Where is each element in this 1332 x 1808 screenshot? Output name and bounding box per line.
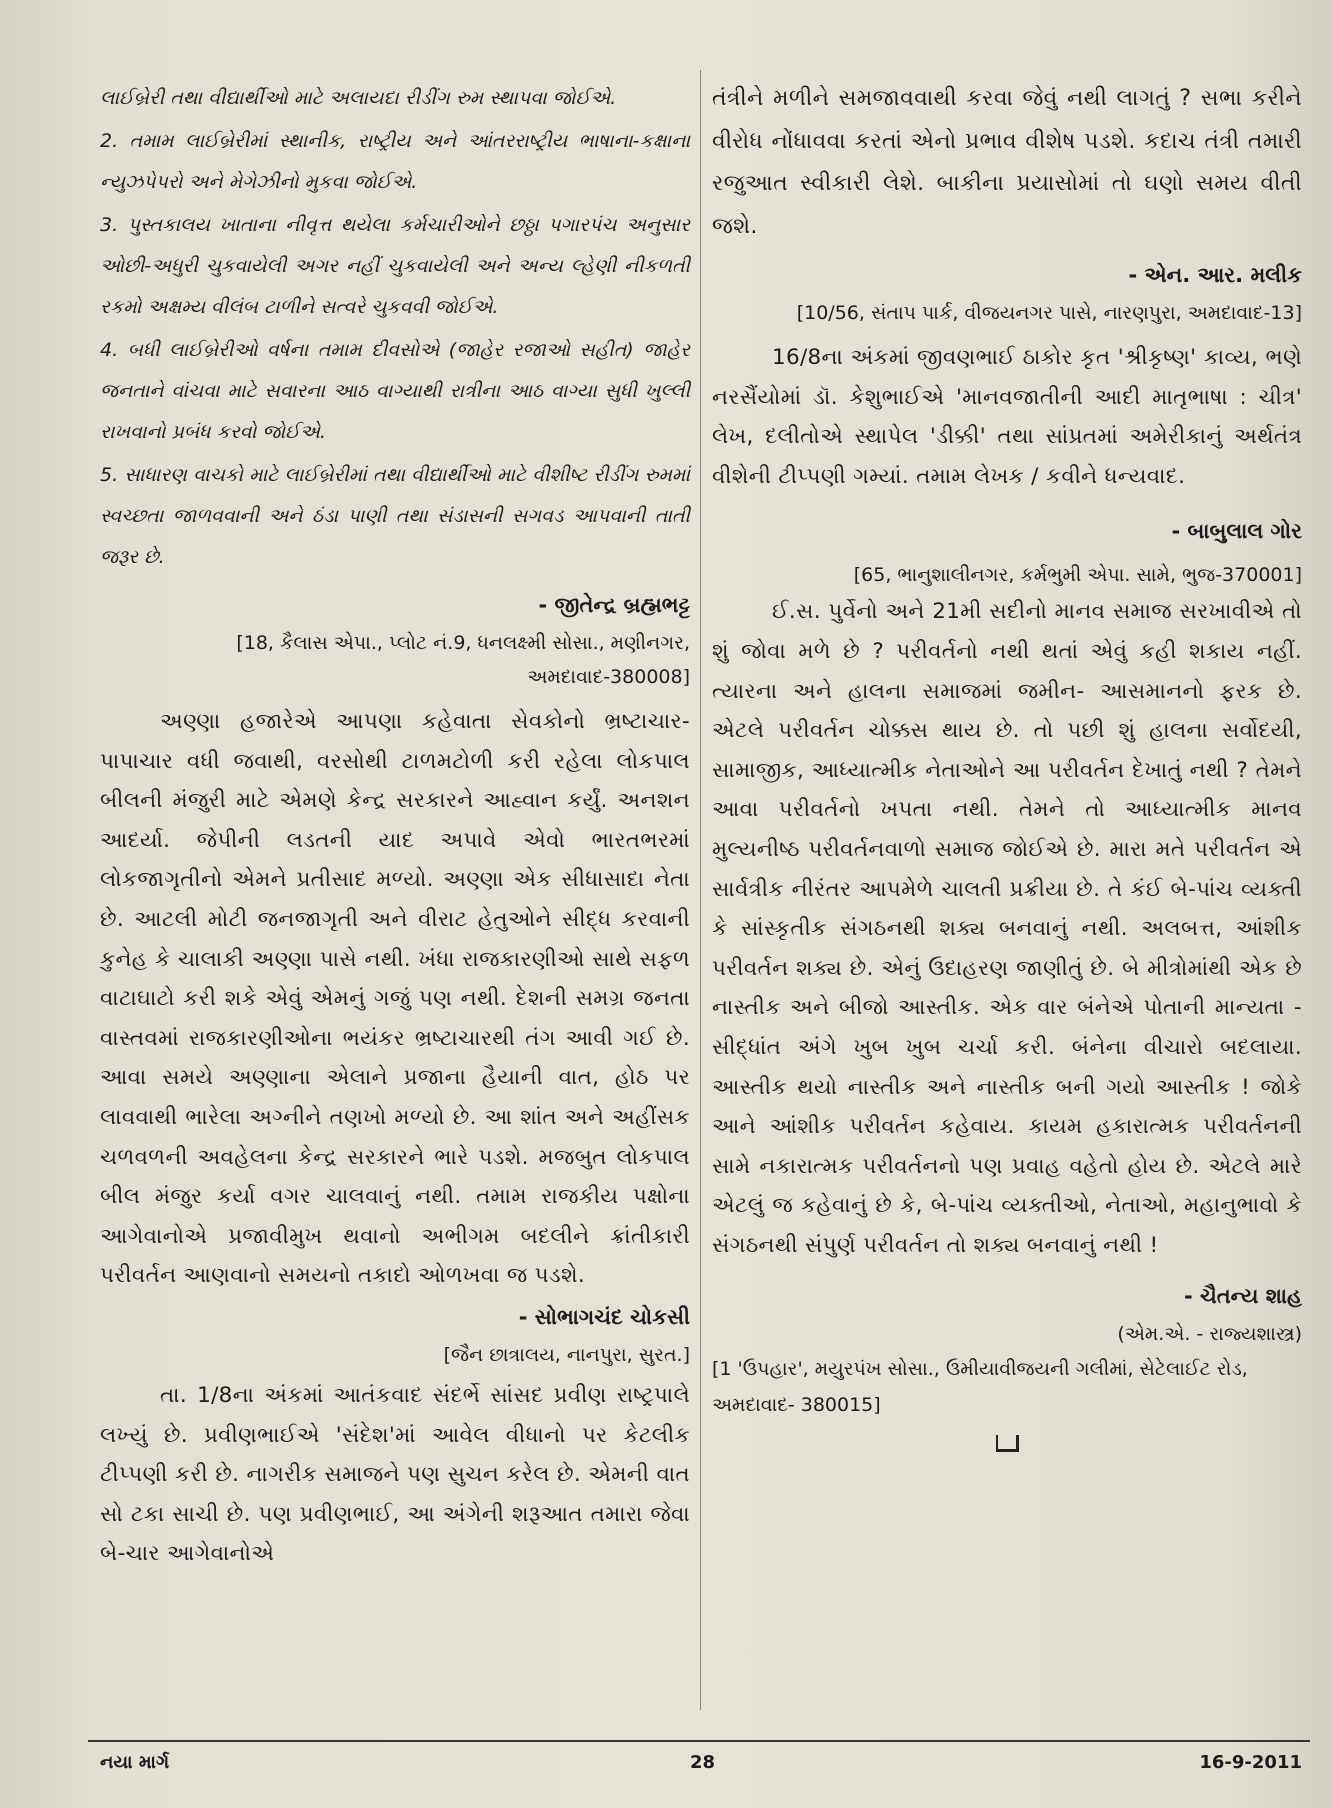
left-column	[100, 78, 690, 1574]
author-qualification: (એમ.એ. - રાજ્યશાસ્ત્ર)	[1117, 1323, 1302, 1346]
magazine-name: નયા માર્ગ	[100, 1752, 170, 1773]
letter-signature: - એન. આર. મલીક	[1128, 263, 1302, 287]
letter-signature: - સોભાગચંદ ચોકસી	[518, 1304, 690, 1329]
letter-address-line: અમદાવાદ-380008]	[527, 666, 690, 688]
letter-body: તા. 1/8ના અંકમાં આતંકવાદ સંદર્ભે સાંસદ પ્રવીણ રાષ્ટ્રપાલે લખ્યું છે. પ્રવીણભાઈએ 'સંદેશ'માં આવેલ વીધાનો પર કેટલીક ટીપ્પણી કરી છે. નાગરીક સમાજને પણ સુચન કરેલ છે. એમની વાત સો ટકા સાચી છે. પણ પ્રવીણભાઈ, આ અંગેની શરૂઆત તમારા જેવા બે-ચાર આગેવાનોએ	[100, 1382, 690, 1567]
demand-item-5: 5. સાધારણ વાચકો માટે લાઈબ્રેરીમાં તથા વીદ્યાર્થીઓ માટે વીશીષ્ટ રીડીંગ રુમમાં સ્વચ્છતા જાળવવાની અને ઠંડા પાણી તથા સંડાસની સગવડ આપવાની તાતી જરૂર છે.	[100, 464, 690, 568]
demand-item-3: 3. પુસ્તકાલય ખાતાના નીવૃત્ત થયેલા કર્મચારીઓને છઠ્ઠા પગારપંચ અનુસાર ઓછી-અધુરી ચુકવાયેલી અગર નહીં ચુકવાયેલી અને અન્ય લ્હેણી નીકળતી રકમો અક્ષમ્ય વીલંબ ટાળીને સત્વરે ચુકવવી જોઈએ.	[100, 214, 690, 318]
letter-signature: - ચૈતન્ય શાહ	[1183, 1284, 1302, 1309]
end-mark-icon	[996, 1435, 1019, 1452]
letter-signature: - બાબુલાલ ગોર	[1171, 519, 1302, 544]
letter-address-line: [18, કૈલાસ એપા., પ્લોટ નં.9, ધનલક્ષ્મી સોસા., મણીનગર,	[236, 632, 690, 654]
letter-body: 16/8ના અંકમાં જીવણભાઈ ઠાકોર કૃત 'શ્રીકૃષ્ણ' કાવ્ય, ભણે નરસૈંયોમાં ડૉ. કેશુભાઈએ 'માનવજાતીની આદી માતૃભાષા : ચીત્ર' લેખ, દલીતોએ સ્થાપેલ 'ડીક્કી' તથા સાંપ્રતમાં અમેરીકાનું અર્થતંત્ર વીશેની ટીપ્પણી ગમ્યાં. તમામ લેખક / કવીને ધન્યવાદ.	[712, 345, 1302, 489]
demand-item-1: લાઈબ્રેરી તથા વીદ્યાર્થીઓ માટે અલાયદા રીડીંગ રુમ સ્થાપવા જોઈએ.	[100, 87, 617, 109]
page-number: 28	[690, 1752, 716, 1773]
letter-address: [1 'ઉપહાર', મયુરપંખ સોસા., ઉમીયાવીજયની ગલીમાં, સેટેલાઈટ રોડ, અમદાવાદ- 380015]	[712, 1358, 1248, 1417]
letter-body: ઈ.સ. પુર્વેનો અને 21મી સદીનો માનવ સમાજ સરખાવીએ તો શું જોવા મળે છે ? પરીવર્તનો નથી થતાં એવું કહી શકાય નહીં. ત્યારના અને હાલના સમાજમાં જમીન- આસમાનનો ફરક છે. એટલે પરીવર્તન ચોક્કસ થાય છે. તો પછી શું હાલના સર્વોદયી, સામાજીક, આધ્યાત્મીક નેતાઓને આ પરીવર્તન દેખાતું નથી ? તેમને આવા પરીવર્તનો ખપતા નથી. તેમને તો આધ્યાત્મીક માનવ મુલ્યનીષ્ઠ પરીવર્તનવાળો સમાજ જોઈએ છે. મારા મતે પરીવર્તન એ સાર્વત્રીક નીરંતર આપમેળે ચાલતી પ્રક્રીયા છે. તે કંઈ બે-પાંચ વ્યક્તી કે સાંસ્કૃતીક સંગઠનથી શક્ય બનવાનું નથી. અલબત્ત, આંશીક પરીવર્તન શક્ય છે. એનું ઉદાહરણ જાણીતું છે. બે મીત્રોમાંથી એક છે નાસ્તીક અને બીજો આસ્તીક. એક વાર બંનેએ પોતાની માન્યતા - સીદ્ધાંત અંગે ખુબ ખુબ ચર્ચા કરી. બંનેના વીચારો બદલાયા. આસ્તીક થયો નાસ્તીક અને નાસ્તીક બની ગયો આસ્તીક ! જોકે આને આંશીક પરીવર્તન કહેવાય. કાયમ હકારાત્મક પરીવર્તનની સામે નકારાત્મક પરીવર્તનનો પણ પ્રવાહ વહેતો હોય છે. એટલે મારે એટલું જ કહેવાનું છે કે, બે-પાંચ વ્યક્તીઓ, નેતાઓ, મહાનુભાવો કે સંગઠનથી સંપુર્ણ પરીવર્તન તો શક્ય બનવાનું નથી !	[712, 599, 1302, 1258]
letter-address: [65, ભાનુશાલીનગર, કર્મભુમી એપા. સામે, ભુજ-370001]	[853, 564, 1302, 587]
letter-signature: - જીતેન્દ્ર બ્રહ્મભટ્ટ	[538, 593, 690, 617]
letter-body: તંત્રીને મળીને સમજાવવાથી કરવા જેવું નથી લાગતું ? સભા કરીને વીરોધ નોંધાવવા કરતાં એનો પ્રભાવ વીશેષ પડશે. કદાચ તંત્રી તમારી રજુઆત સ્વીકારી લેશે. બાકીના પ્રયાસોમાં તો ઘણો સમય વીતી જશે.	[712, 86, 1302, 239]
demand-item-4: 4. બધી લાઈબ્રેરીઓ વર્ષના તમામ દીવસોએ (જાહેર રજાઓ સહીત) જાહેર જનતાને વાંચવા માટે સવારના આઠ વાગ્યાથી રાત્રીના આઠ વાગ્યા સુધી ખુલ્લી રાખવાનો પ્રબંધ કરવો જોઈએ.	[100, 339, 690, 443]
letter-address: [10/56, સંતાપ પાર્ક, વીજયનગર પાસે, નારણપુરા, અમદાવાદ-13]	[796, 302, 1302, 324]
column-divider	[700, 70, 701, 1710]
right-column	[712, 78, 1302, 1452]
letter-body: અણ્ણા હજારેએ આપણા કહેવાતા સેવકોનો ભ્રષ્ટાચાર-પાપાચાર વધી જવાથી, વરસોથી ટાળમટોળી કરી રહેલા લોકપાલ બીલની મંજુરી માટે એમણે કેન્દ્ર સરકારને આહ્વાન કર્યું. અનશન આદર્યા. જેપીની લડતની યાદ અપાવે એવો ભારતભરમાં લોકજાગૃતીનો એમને પ્રતીસાદ મળ્યો. અણ્ણા એક સીધાસાદા નેતા છે. આટલી મોટી જનજાગૃતી અને વીરાટ હેતુઓને સીદ્ધ કરવાની કુનેહ કે ચાલાકી અણ્ણા પાસે નથી. ખંધા રાજકારણીઓ સાથે સફળ વાટાઘાટો કરી શકે એવું એમનું ગજું પણ નથી. દેશની સમગ્ર જનતા વાસ્તવમાં રાજકારણીઓના ભયંકર ભ્રષ્ટાચારથી તંગ આવી ગઈ છે. આવા સમયે અણ્ણાના એલાને પ્રજાના હૈયાની વાત, હોઠ પર લાવવાથી ભારેલા અગ્નીને તણખો મળ્યો છે. આ શાંત અને અહીંસક ચળવળની અવહેલના કેન્દ્ર સરકારને ભારે પડશે. મજબુત લોકપાલ બીલ મંજુર કર્યા વગર ચાલવાનું નથી. તમામ રાજકીય પક્ષોના આગેવાનોએ પ્રજાવીમુખ થવાનો અભીગમ બદલીને ક્રાંતીકારી પરીવર્તન આણવાનો સમયનો તકાદો ઓળખવા જ પડશે.	[100, 709, 690, 1289]
letter-address: [જૈન છાત્રાલય, નાનપુરા, સુરત.]	[443, 1343, 690, 1366]
demand-item-2: 2. તમામ લાઈબ્રેરીમાં સ્થાનીક, રાષ્ટ્રીય અને આંતરરાષ્ટ્રીય ભાષાના-કક્ષાના ન્યુઝપેપરો અને મેગેઝીનો મુકવા જોઈએ.	[100, 130, 690, 193]
footer-rule	[88, 1740, 1310, 1742]
issue-date: 16-9-2011	[1199, 1752, 1302, 1773]
